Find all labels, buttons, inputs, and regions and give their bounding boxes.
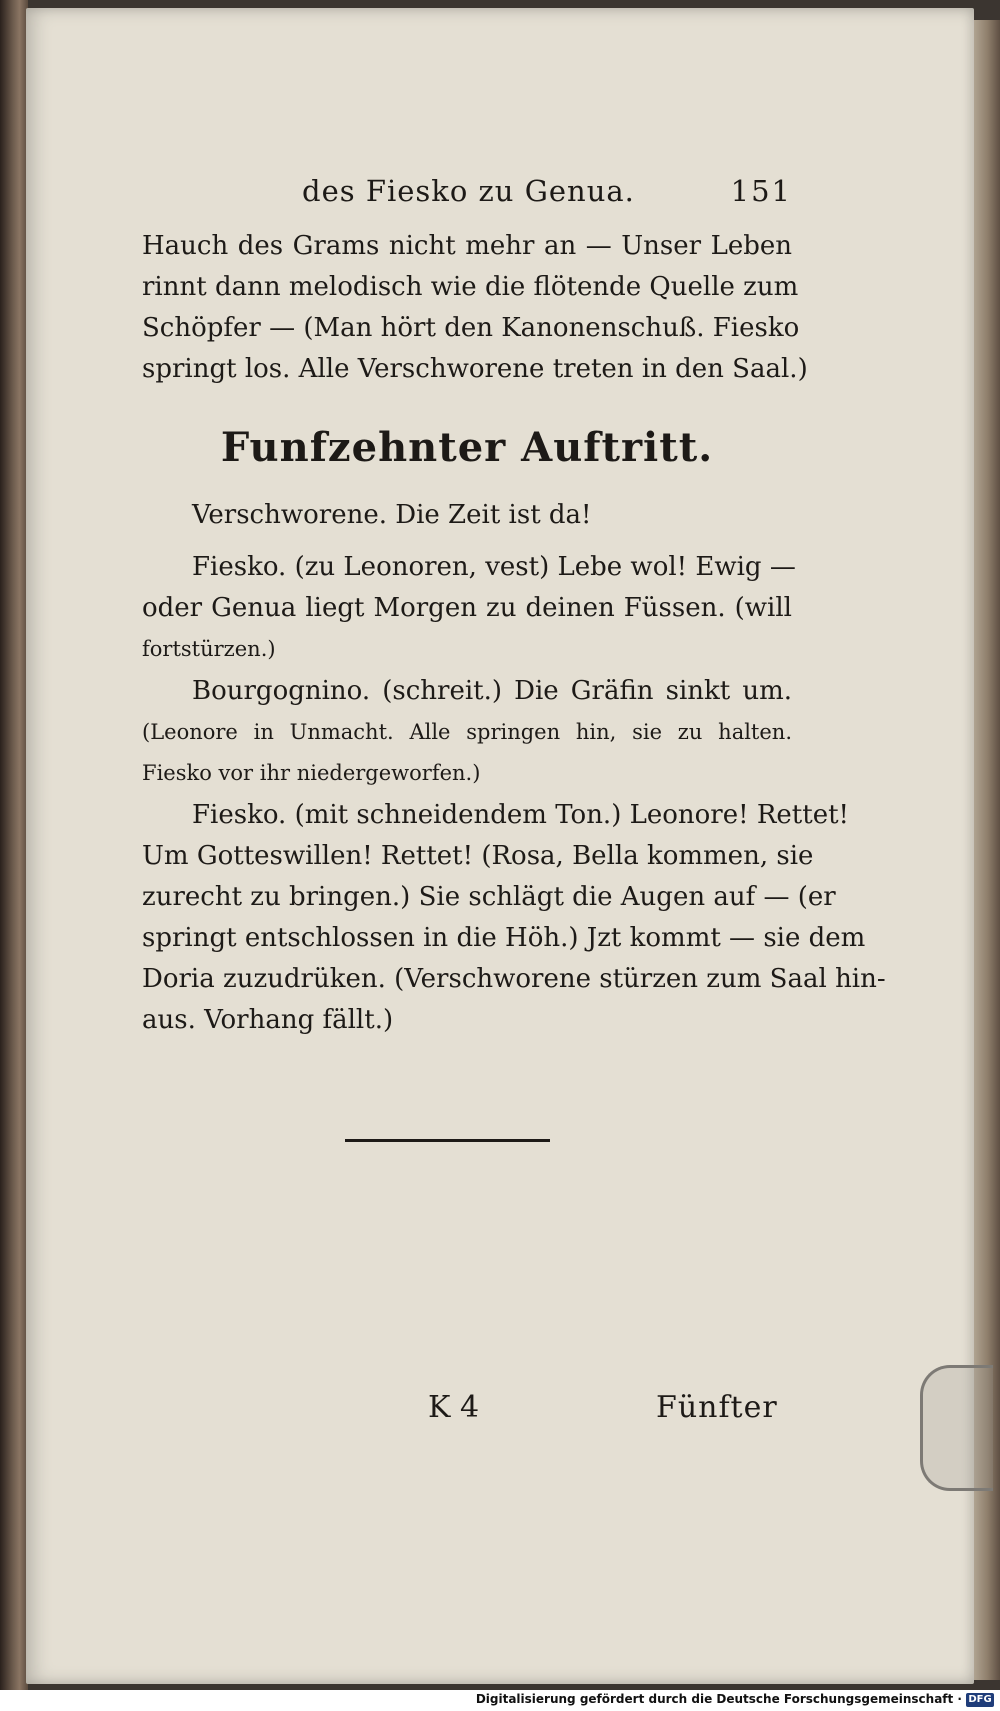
- page-clip: [920, 1365, 993, 1491]
- digitization-credit: Digitalisierung gefördert durch die Deutsche Forschungsgemeinschaft ·: [475, 1692, 962, 1706]
- speech-line: aus. Vorhang fällt.): [142, 1005, 394, 1035]
- end-of-act-rule: [345, 1139, 550, 1142]
- page-header: [142, 170, 792, 214]
- speech-line: fortstürzen.): [142, 637, 276, 661]
- speech-line: Um Gotteswillen! Rettet! (Rosa, Bella kommen, sie: [142, 841, 814, 871]
- dfg-logo: DFG: [966, 1693, 994, 1707]
- speech-line: Verschworene. Die Zeit ist da!: [192, 500, 592, 530]
- speech-line: Fiesko. (mit schneidendem Ton.) Leonore! Rettet!: [192, 800, 849, 830]
- speech-line: (Leonore in Unmacht. Alle springen hin, sie zu halten.: [142, 720, 792, 744]
- text-line: Schöpfer — (Man hört den Kanonenschuß. Fiesko: [142, 313, 800, 343]
- text-line: springt los. Alle Verschworene treten in den Saal.): [142, 354, 808, 384]
- speech-line: Doria zuzudrüken. (Verschworene stürzen zum Saal hin-: [142, 964, 886, 994]
- book-spine-edge: [0, 0, 28, 1690]
- digitization-credit-bar: [0, 1690, 1000, 1711]
- running-title: des Fiesko zu Genua.: [302, 174, 635, 208]
- speech-fiesko-2: [142, 795, 886, 1041]
- speech-line: springt entschlossen in die Höh.) Jzt kommt — sie dem: [142, 923, 866, 953]
- scene-heading: Funfzehnter Auftritt.: [220, 424, 714, 471]
- catchword: Fünfter: [656, 1390, 778, 1425]
- text-line: Hauch des Grams nicht mehr an — Unser Leben: [142, 231, 792, 261]
- speech-line: oder Genua liegt Morgen zu deinen Füssen. (will: [142, 593, 792, 623]
- speech-line: zurecht zu bringen.) Sie schlägt die Augen auf — (er: [142, 882, 836, 912]
- speech-fiesko-1: [142, 547, 796, 670]
- speech-line: Fiesko. (zu Leonoren, vest) Lebe wol! Ewig —: [192, 552, 796, 582]
- continuation-paragraph: [142, 226, 808, 390]
- speech-line: Fiesko vor ihr niedergeworfen.): [142, 761, 481, 785]
- page-number: 151: [730, 174, 792, 208]
- text-line: rinnt dann melodisch wie die flötende Quelle zum: [142, 272, 799, 302]
- speech-line: Bourgognino. (schreit.) Die Gräfin sinkt um.: [192, 676, 792, 706]
- speech-verschworene: [142, 495, 792, 536]
- speech-bourgognino: [142, 671, 792, 794]
- signature-mark: K 4: [428, 1390, 480, 1425]
